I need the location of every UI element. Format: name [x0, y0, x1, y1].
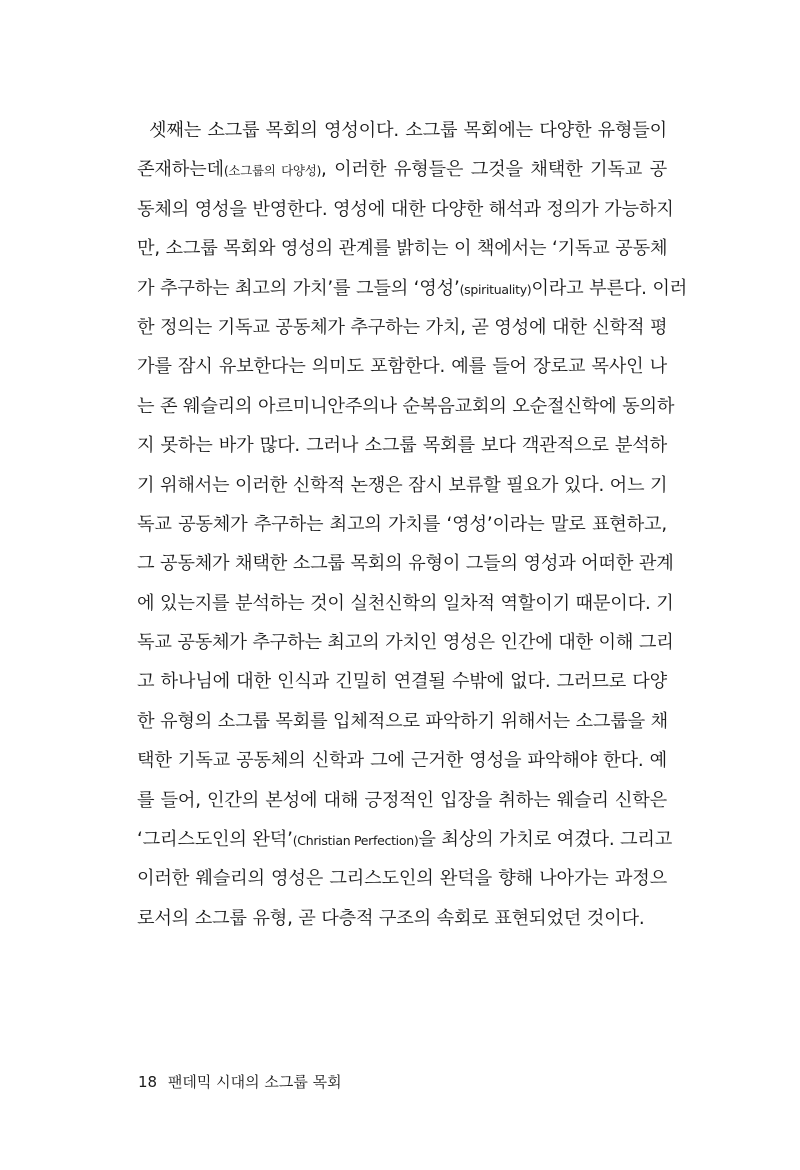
text-line: 는 존 웨슬리의 아르미니안주의나 순복음교회의 오순절신학에 동의하	[137, 395, 675, 417]
text-line: 가를 잠시 유보한다는 의미도 포함한다. 예를 들어 장로교 목사인 나	[137, 356, 667, 378]
text-line: 가 추구하는 최고의 가치’를 그들의 ‘영성’(spirituality)이라고 부른다. 이러	[137, 277, 688, 299]
running-title: 팬데믹 시대의 소그룹 목회	[167, 1073, 342, 1091]
parenthetical-note: (소그룹의 다양성)	[223, 163, 322, 179]
text-line: 로서의 소그룹 유형, 곧 다층적 구조의 속회로 표현되었던 것이다.	[137, 907, 645, 929]
text-line: 지 못하는 바가 많다. 그러나 소그룹 목회를 보다 객관적으로 분석하	[137, 435, 667, 457]
text-line: 기 위해서는 이러한 신학적 논쟁은 잠시 보류할 필요가 있다. 어느 기	[137, 474, 668, 496]
text-line: 한 정의는 기독교 공동체가 추구하는 가치, 곧 영성에 대한 신학적 평	[137, 316, 668, 338]
text-line: ‘그리스도인의 완덕’(Christian Perfection)을 최상의 가치로 여겼다. 그리고	[137, 829, 673, 851]
text-line: 동체의 영성을 반영한다. 영성에 대한 다양한 해석과 정의가 가능하지	[137, 198, 674, 220]
text-line: 를 들어, 인간의 본성에 대해 긍정적인 입장을 취하는 웨슬리 신학은	[137, 789, 667, 811]
text-line: 그 공동체가 채택한 소그룹 목회의 유형이 그들의 영성과 어떠한 관계	[137, 553, 674, 575]
parenthetical-note: (Christian Perfection)	[292, 833, 419, 849]
text-line: 독교 공동체가 추구하는 최고의 가치인 영성은 인간에 대한 이해 그리	[137, 632, 674, 654]
parenthetical-note: (spirituality)	[459, 281, 532, 297]
text-line: 만, 소그룹 목회와 영성의 관계를 밝히는 이 책에서는 ‘기독교 공동체	[137, 238, 668, 260]
text-line: 한 유형의 소그룹 목회를 입체적으로 파악하기 위해서는 소그룹을 채	[137, 710, 668, 732]
text-line: 이러한 웨슬리의 영성은 그리스도인의 완덕을 향해 나아가는 과정으	[137, 868, 667, 890]
body-text	[137, 111, 688, 938]
text-line: 셋째는 소그룹 목회의 영성이다. 소그룹 목회에는 다양한 유형들이	[149, 120, 667, 141]
text-line: 택한 기독교 공동체의 신학과 그에 근거한 영성을 파악해야 한다. 예	[137, 750, 667, 772]
page-footer	[138, 1070, 342, 1094]
text-line: 독교 공동체가 추구하는 최고의 가치를 ‘영성’이라는 말로 표현하고,	[137, 513, 667, 535]
page-number: 18	[138, 1073, 158, 1091]
text-line: 에 있는지를 분석하는 것이 실천신학의 일차적 역할이기 때문이다. 기	[137, 592, 674, 614]
text-line: 존재하는데(소그룹의 다양성), 이러한 유형들은 그것을 채택한 기독교 공	[137, 159, 667, 181]
text-line: 고 하나님에 대한 인식과 긴밀히 연결될 수밖에 없다. 그러므로 다양	[137, 671, 667, 693]
